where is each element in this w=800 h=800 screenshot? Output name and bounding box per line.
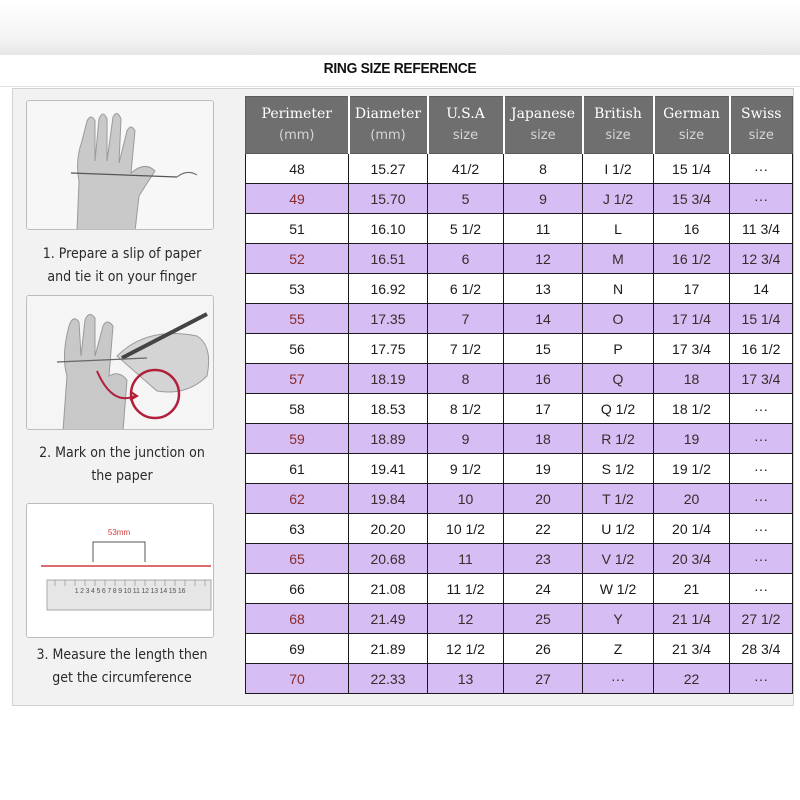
british-size-cell: O — [583, 304, 654, 334]
british-size-cell: U 1/2 — [583, 514, 654, 544]
step-2-caption — [27, 442, 218, 488]
swiss-size-cell: 28 3/4 — [730, 634, 793, 664]
perimeter-cell: 57 — [246, 364, 349, 394]
japanese-size-cell: 9 — [504, 184, 583, 214]
perimeter-cell: 48 — [246, 154, 349, 184]
header-diameter — [349, 97, 428, 154]
japanese-size-cell: 27 — [504, 664, 583, 694]
perimeter-cell: 69 — [246, 634, 349, 664]
swiss-size-cell: 14 — [730, 274, 793, 304]
german-size-cell: 21 1/4 — [654, 604, 730, 634]
british-size-cell: Z — [583, 634, 654, 664]
diameter-cell: 16.51 — [349, 244, 428, 274]
british-size-cell: I 1/2 — [583, 154, 654, 184]
ruler-tick-labels: 1 2 3 4 5 6 7 8 9 10 11 12 13 14 15 16 — [74, 588, 186, 595]
header-diameter-name: Diameter — [354, 106, 422, 122]
perimeter-cell: 53 — [246, 274, 349, 304]
japanese-size-cell: 17 — [504, 394, 583, 424]
usa-size-cell: 12 — [428, 604, 504, 634]
table-row — [246, 304, 793, 334]
header-british-name: British — [594, 106, 642, 122]
table-body — [246, 154, 793, 694]
table-row — [246, 364, 793, 394]
usa-size-cell: 7 — [428, 304, 504, 334]
header-diameter-unit: (mm) — [370, 128, 406, 143]
swiss-size-cell: 27 1/2 — [730, 604, 793, 634]
step-2-line-1: 2. Mark on the junction on — [39, 445, 205, 461]
table-row — [246, 514, 793, 544]
header-perimeter — [246, 97, 349, 154]
table-row — [246, 454, 793, 484]
header-swiss — [730, 97, 793, 154]
swiss-size-cell: ··· — [730, 424, 793, 454]
japanese-size-cell: 12 — [504, 244, 583, 274]
header-usa-unit: size — [452, 128, 479, 143]
swiss-size-cell: 17 3/4 — [730, 364, 793, 394]
german-size-cell: 18 1/2 — [654, 394, 730, 424]
perimeter-cell: 70 — [246, 664, 349, 694]
step-1-caption — [27, 243, 218, 289]
british-size-cell: T 1/2 — [583, 484, 654, 514]
step-3-image — [26, 503, 214, 638]
german-size-cell: 20 3/4 — [654, 544, 730, 574]
usa-size-cell: 12 1/2 — [428, 634, 504, 664]
german-size-cell: 21 3/4 — [654, 634, 730, 664]
usa-size-cell: 9 — [428, 424, 504, 454]
british-size-cell: Q — [583, 364, 654, 394]
swiss-size-cell: ··· — [730, 574, 793, 604]
german-size-cell: 16 — [654, 214, 730, 244]
header-german — [654, 97, 730, 154]
japanese-size-cell: 8 — [504, 154, 583, 184]
swiss-size-cell: 12 3/4 — [730, 244, 793, 274]
header-perimeter-unit: (mm) — [279, 128, 315, 143]
japanese-size-cell: 26 — [504, 634, 583, 664]
german-size-cell: 17 3/4 — [654, 334, 730, 364]
japanese-size-cell: 19 — [504, 454, 583, 484]
swiss-size-cell: ··· — [730, 454, 793, 484]
diameter-cell: 21.08 — [349, 574, 428, 604]
japanese-size-cell: 20 — [504, 484, 583, 514]
swiss-size-cell: 16 1/2 — [730, 334, 793, 364]
table-row — [246, 244, 793, 274]
british-size-cell: S 1/2 — [583, 454, 654, 484]
table-header-row — [246, 97, 793, 154]
perimeter-cell: 68 — [246, 604, 349, 634]
header-japanese-name: Japanese — [510, 106, 576, 122]
top-gradient-band — [0, 0, 800, 55]
japanese-size-cell: 13 — [504, 274, 583, 304]
swiss-size-cell: ··· — [730, 544, 793, 574]
usa-size-cell: 8 1/2 — [428, 394, 504, 424]
diameter-cell: 20.68 — [349, 544, 428, 574]
diameter-cell: 19.84 — [349, 484, 428, 514]
german-size-cell: 15 3/4 — [654, 184, 730, 214]
usa-size-cell: 5 — [428, 184, 504, 214]
british-size-cell: ··· — [583, 664, 654, 694]
header-british — [583, 97, 654, 154]
diameter-cell: 22.33 — [349, 664, 428, 694]
german-size-cell: 17 1/4 — [654, 304, 730, 334]
usa-size-cell: 10 1/2 — [428, 514, 504, 544]
header-japanese-unit: size — [530, 128, 556, 143]
table-row — [246, 424, 793, 454]
british-size-cell: N — [583, 274, 654, 304]
japanese-size-cell: 23 — [504, 544, 583, 574]
header-perimeter-name: Perimeter — [261, 106, 332, 122]
header-german-unit: size — [678, 128, 705, 143]
step-3-caption — [27, 644, 218, 690]
usa-size-cell: 11 — [428, 544, 504, 574]
usa-size-cell: 8 — [428, 364, 504, 394]
diameter-cell: 20.20 — [349, 514, 428, 544]
british-size-cell: M — [583, 244, 654, 274]
step-1-image — [26, 100, 214, 230]
usa-size-cell: 13 — [428, 664, 504, 694]
usa-size-cell: 5 1/2 — [428, 214, 504, 244]
british-size-cell: W 1/2 — [583, 574, 654, 604]
hand-marking-pen-icon — [27, 296, 214, 430]
perimeter-cell: 59 — [246, 424, 349, 454]
japanese-size-cell: 16 — [504, 364, 583, 394]
diameter-cell: 16.92 — [349, 274, 428, 304]
diameter-cell: 18.89 — [349, 424, 428, 454]
british-size-cell: J 1/2 — [583, 184, 654, 214]
japanese-size-cell: 24 — [504, 574, 583, 604]
british-size-cell: R 1/2 — [583, 424, 654, 454]
table-row — [246, 604, 793, 634]
perimeter-cell: 51 — [246, 214, 349, 244]
perimeter-cell: 55 — [246, 304, 349, 334]
japanese-size-cell: 14 — [504, 304, 583, 334]
perimeter-cell: 63 — [246, 514, 349, 544]
table-row — [246, 274, 793, 304]
step-1-line-1: 1. Prepare a slip of paper — [42, 246, 202, 262]
header-usa — [428, 97, 504, 154]
german-size-cell: 20 1/4 — [654, 514, 730, 544]
perimeter-cell: 49 — [246, 184, 349, 214]
diameter-cell: 18.19 — [349, 364, 428, 394]
header-british-unit: size — [605, 128, 631, 143]
perimeter-cell: 62 — [246, 484, 349, 514]
ring-size-table — [245, 96, 793, 694]
german-size-cell: 15 1/4 — [654, 154, 730, 184]
diameter-cell: 17.75 — [349, 334, 428, 364]
header-german-name: German — [663, 106, 720, 122]
perimeter-cell: 66 — [246, 574, 349, 604]
swiss-size-cell: ··· — [730, 394, 793, 424]
usa-size-cell: 6 1/2 — [428, 274, 504, 304]
japanese-size-cell: 18 — [504, 424, 583, 454]
usa-size-cell: 10 — [428, 484, 504, 514]
perimeter-cell: 61 — [246, 454, 349, 484]
ruler-measure-label: 53mm — [107, 528, 131, 537]
diameter-cell: 17.35 — [349, 304, 428, 334]
swiss-size-cell: ··· — [730, 184, 793, 214]
diameter-cell: 15.27 — [349, 154, 428, 184]
swiss-size-cell: 15 1/4 — [730, 304, 793, 334]
british-size-cell: Y — [583, 604, 654, 634]
british-size-cell: L — [583, 214, 654, 244]
swiss-size-cell: ··· — [730, 484, 793, 514]
german-size-cell: 22 — [654, 664, 730, 694]
diameter-cell: 18.53 — [349, 394, 428, 424]
japanese-size-cell: 25 — [504, 604, 583, 634]
perimeter-cell: 52 — [246, 244, 349, 274]
swiss-size-cell: 11 3/4 — [730, 214, 793, 244]
german-size-cell: 20 — [654, 484, 730, 514]
swiss-size-cell: ··· — [730, 514, 793, 544]
step-1-line-2: and tie it on your finger — [47, 269, 197, 285]
diameter-cell: 15.70 — [349, 184, 428, 214]
step-3-line-1: 3. Measure the length then — [36, 647, 208, 663]
table-row — [246, 154, 793, 184]
british-size-cell: P — [583, 334, 654, 364]
table-row — [246, 544, 793, 574]
table-row — [246, 484, 793, 514]
page-title: RING SIZE REFERENCE — [323, 60, 477, 77]
diameter-cell: 16.10 — [349, 214, 428, 244]
german-size-cell: 19 — [654, 424, 730, 454]
japanese-size-cell: 22 — [504, 514, 583, 544]
ruler-measure-icon — [27, 504, 214, 638]
header-usa-name: U.S.A — [446, 106, 485, 122]
german-size-cell: 16 1/2 — [654, 244, 730, 274]
table-row — [246, 184, 793, 214]
step-3-line-2: get the circumference — [52, 670, 192, 686]
usa-size-cell: 7 1/2 — [428, 334, 504, 364]
japanese-size-cell: 15 — [504, 334, 583, 364]
german-size-cell: 18 — [654, 364, 730, 394]
usa-size-cell: 41/2 — [428, 154, 504, 184]
table-row — [246, 334, 793, 364]
table-row — [246, 634, 793, 664]
table-row — [246, 394, 793, 424]
table-row — [246, 574, 793, 604]
table-row — [246, 664, 793, 694]
british-size-cell: Q 1/2 — [583, 394, 654, 424]
german-size-cell: 21 — [654, 574, 730, 604]
hand-with-paper-strip-icon — [27, 101, 214, 230]
perimeter-cell: 58 — [246, 394, 349, 424]
diameter-cell: 19.41 — [349, 454, 428, 484]
perimeter-cell: 65 — [246, 544, 349, 574]
header-japanese — [504, 97, 583, 154]
german-size-cell: 17 — [654, 274, 730, 304]
header-swiss-unit: size — [748, 128, 774, 143]
british-size-cell: V 1/2 — [583, 544, 654, 574]
swiss-size-cell: ··· — [730, 154, 793, 184]
step-2-image — [26, 295, 214, 430]
diameter-cell: 21.89 — [349, 634, 428, 664]
german-size-cell: 19 1/2 — [654, 454, 730, 484]
table-row — [246, 214, 793, 244]
step-2-line-2: the paper — [91, 468, 153, 484]
usa-size-cell: 11 1/2 — [428, 574, 504, 604]
perimeter-cell: 56 — [246, 334, 349, 364]
swiss-size-cell: ··· — [730, 664, 793, 694]
usa-size-cell: 9 1/2 — [428, 454, 504, 484]
usa-size-cell: 6 — [428, 244, 504, 274]
diameter-cell: 21.49 — [349, 604, 428, 634]
header-swiss-name: Swiss — [741, 106, 782, 122]
japanese-size-cell: 11 — [504, 214, 583, 244]
